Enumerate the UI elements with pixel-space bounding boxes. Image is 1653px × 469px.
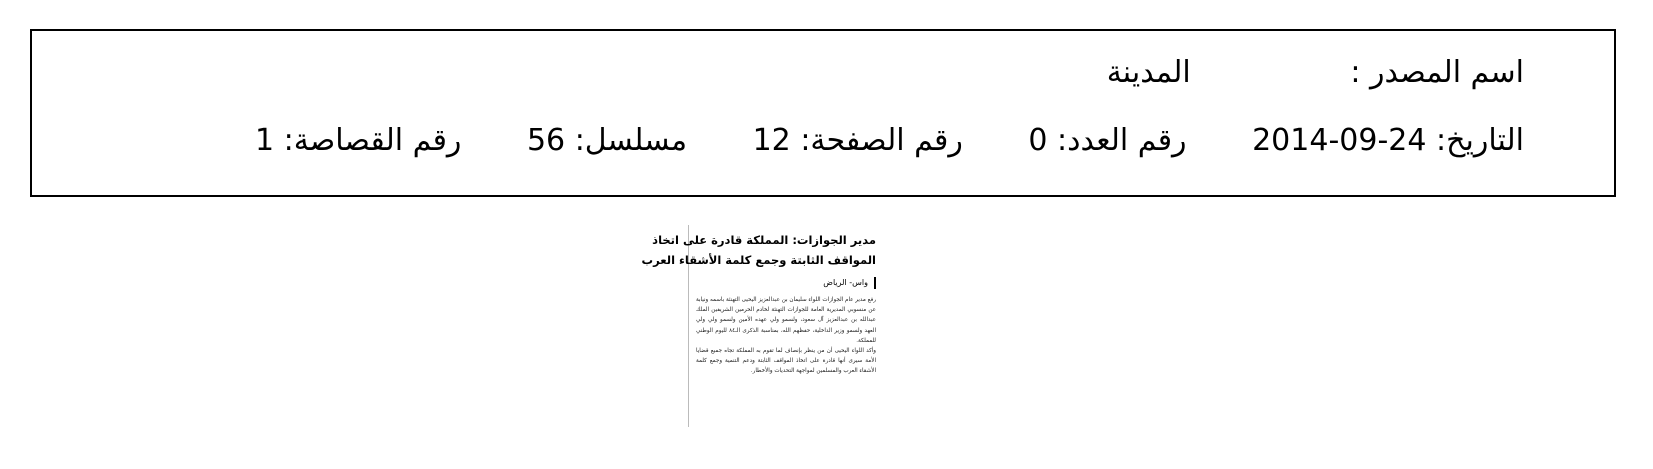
source-label: اسم المصدر : (1350, 55, 1524, 90)
page-number-field: رقم الصفحة: 12 (752, 123, 963, 158)
metadata-row (255, 121, 1524, 161)
article-body (696, 295, 876, 377)
date-field: التاريخ: 24-09-2014 (1252, 123, 1524, 158)
source-info-box (30, 29, 1616, 197)
article-byline: واس- الرياض (823, 277, 876, 289)
source-value: المدينة (1106, 55, 1191, 90)
article-paragraph-2: وأكد اللواء اليحيى أن من ينظر بإنصاف لما تقوم به المملكة تجاه جميع قضايا الأمة سيرى أنها قادرة على اتخاذ المواقف الثابتة ودعم التنمية وجمع كلمة الأشقاء العرب والمسلمين لمواجهة التحديات والأخطار. (696, 348, 876, 375)
issue-number-field: رقم العدد: 0 (1028, 123, 1187, 158)
clipping-number-field: رقم القصاصة: 1 (254, 123, 462, 158)
source-row (1107, 53, 1524, 93)
serial-field: مسلسل: 56 (526, 123, 688, 158)
article-paragraph-1: رفع مدير عام الجوازات اللواء سليمان بن عبدالعزيز اليحيى التهنئة باسمه ونيابة عن منسوبي المديرية العامة للجوازات التهنئة لخادم الحرمين الشريفين الملك عبدالله بن عبدالعزيز آل سعود، ولسمو ولي عهده الأمين ولسمو ولي ولي العهد ولسمو وزير الداخلية، حفظهم الله، بمناسبة الذكرى الـ٨٤ لليوم الوطني للمملكة. (696, 297, 877, 344)
headline-line-2: المواقف الثابتة وجمع كلمة الأشقاء العرب (641, 253, 876, 267)
headline-line-1: مدير الجوازات: المملكة قادرة على اتخاذ (652, 233, 876, 247)
article-headline (641, 230, 876, 270)
newspaper-clipping (641, 225, 880, 427)
